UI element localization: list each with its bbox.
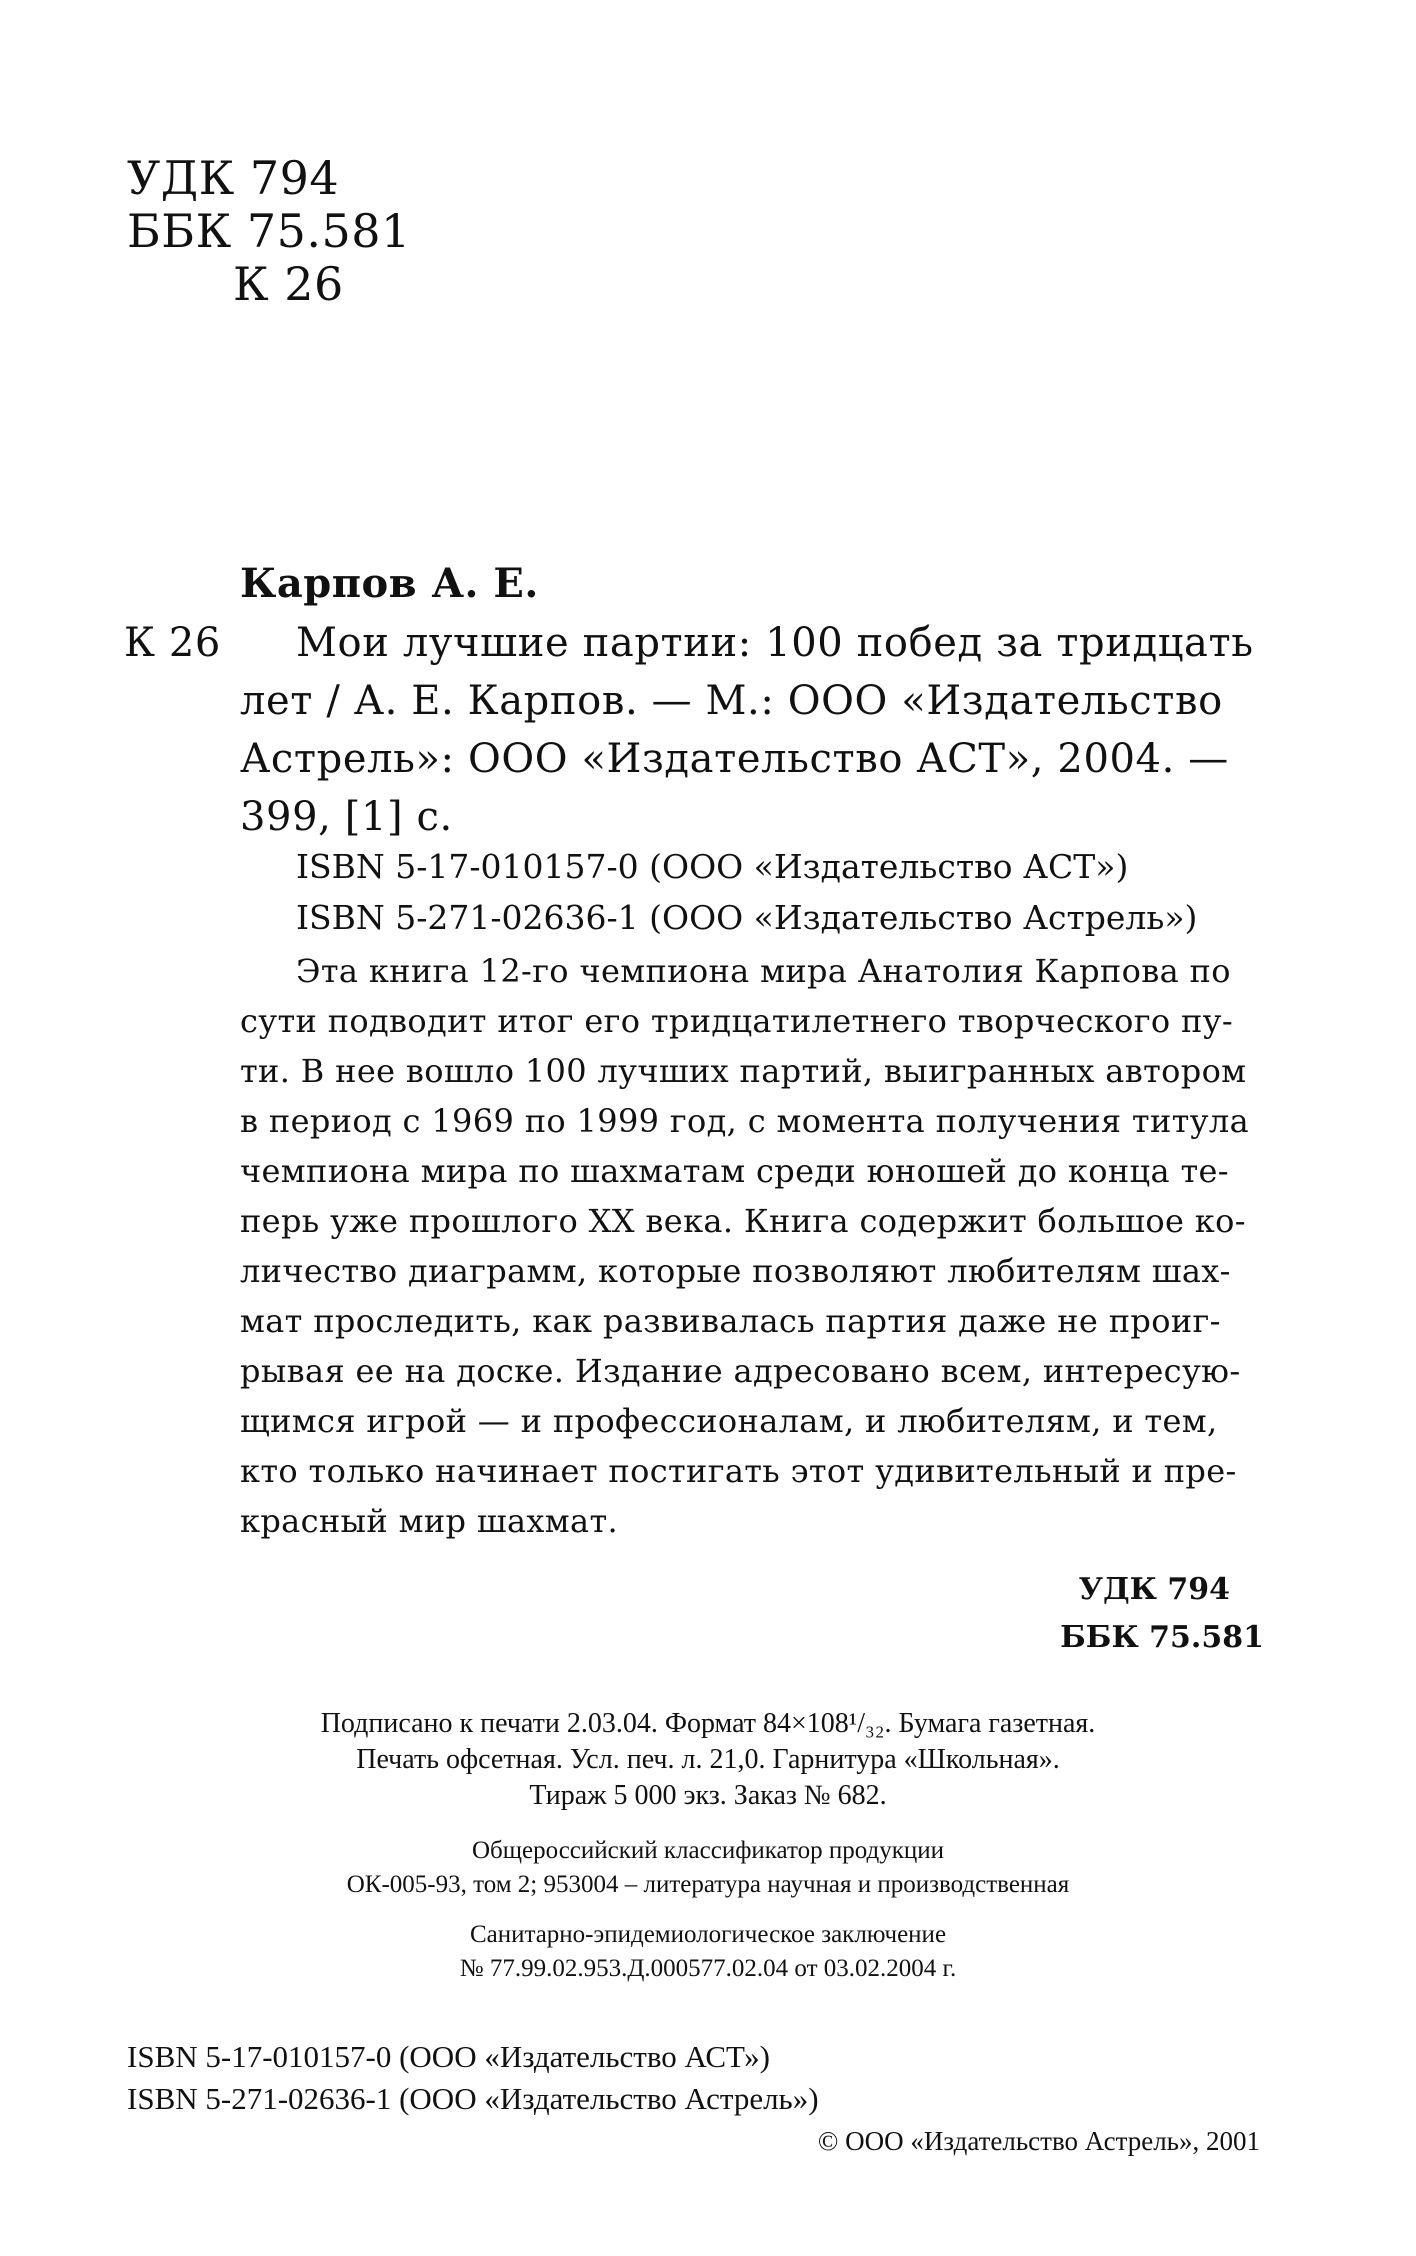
bottom-isbn-ast: ISBN 5-17-010157-0 (ООО «Издательство АСТ»)	[127, 2039, 771, 2074]
title-line-2: лет / А. Е. Карпов. — М.: ООО «Издательство	[240, 678, 1223, 724]
title-line-1: Мои лучшие партии: 100 побед за тридцать	[296, 620, 1254, 666]
top-author-mark: К 26	[233, 257, 344, 311]
sanitary-line: Санитарно-эпидемиологическое заключение	[469, 1921, 947, 1948]
imprint-line: Тираж 5 000 экз. Заказ № 682.	[529, 1780, 887, 1811]
annotation-line: перь уже прошлого XX века. Книга содержит большое ко-	[240, 1202, 1246, 1240]
classifier-line: Общероссийский классификатор продукции	[471, 1837, 945, 1864]
entry-udk: УДК 794	[1078, 1572, 1230, 1607]
author-heading: Карпов А. Е.	[240, 560, 539, 607]
copyright-notice: © ООО «Издательство Астрель», 2001	[817, 2126, 1260, 2156]
title-line-4: 399, [1] с.	[240, 794, 453, 840]
annotation-line: кто только начинает постигать этот удивительный и пре-	[240, 1452, 1237, 1490]
top-udk: УДК 794	[127, 151, 340, 205]
sanitary-line: № 77.99.02.953.Д.000577.02.04 от 03.02.2004 г.	[459, 1955, 957, 1982]
isbn-ast: ISBN 5-17-010157-0 (ООО «Издательство АСТ»)	[296, 847, 1129, 886]
bottom-isbn-astrel: ISBN 5-271-02636-1 (ООО «Издательство Астрель»)	[127, 2081, 819, 2116]
annotation-line: личество диаграмм, которые позволяют любителям шах-	[240, 1252, 1231, 1290]
annotation-line: щимся игрой — и профессионалам, и любителям, и тем,	[240, 1402, 1218, 1440]
annotation-line: Эта книга 12-го чемпиона мира Анатолия Карпова по	[296, 952, 1231, 990]
imprint-line: Подписано к печати 2.03.04. Формат 84×108¹/₃₂. Бумага газетная.	[320, 1708, 1096, 1739]
annotation-line: чемпиона мира по шахматам среди юношей до конца те-	[240, 1152, 1229, 1190]
annotation-line: ти. В нее вошло 100 лучших партий, выигранных автором	[240, 1052, 1247, 1090]
isbn-astrel: ISBN 5-271-02636-1 (ООО «Издательство Астрель»)	[296, 898, 1198, 937]
annotation-line: в период с 1969 по 1999 год, с момента получения титула	[240, 1102, 1249, 1140]
classifier-line: ОК-005-93, том 2; 953004 – литература научная и производственная	[346, 1871, 1070, 1898]
entry-bbk: ББК 75.581	[1060, 1620, 1264, 1655]
annotation-line: рывая ее на доске. Издание адресовано всем, интересую-	[240, 1352, 1241, 1390]
entry-author-mark: К 26	[124, 620, 221, 666]
annotation-line: сути подводит итог его тридцатилетнего творческого пу-	[240, 1002, 1233, 1040]
annotation-line: мат проследить, как развивалась партия даже не проиг-	[240, 1302, 1221, 1340]
annotation-line: красный мир шахмат.	[240, 1502, 619, 1540]
title-line-3: Астрель»: ООО «Издательство АСТ», 2004. —	[240, 736, 1229, 782]
imprint-line: Печать офсетная. Усл. печ. л. 21,0. Гарнитура «Школьная».	[356, 1744, 1060, 1775]
top-bbk: ББК 75.581	[127, 204, 411, 258]
